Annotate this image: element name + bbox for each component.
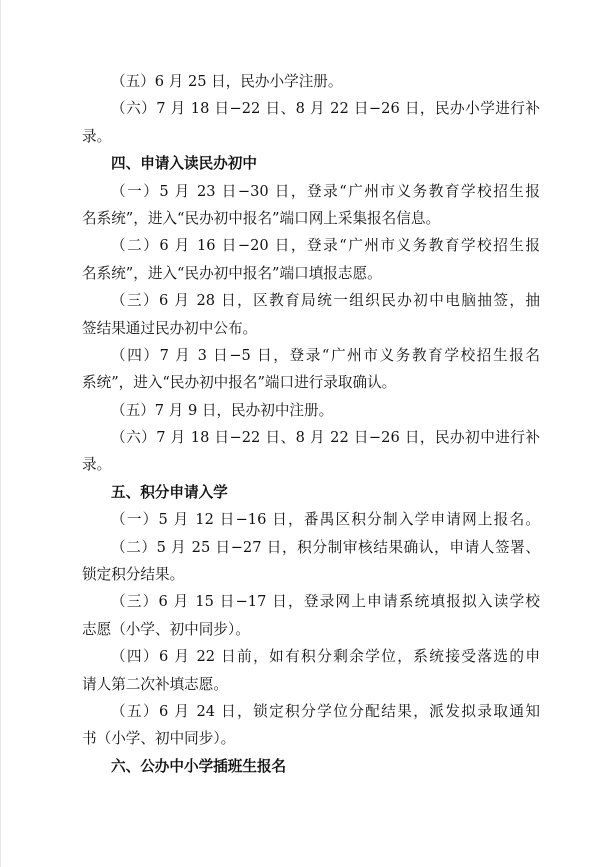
item-line: （六）7 月 18 日−22 日、8 月 22 日−26 日，民办初中进行补 (111, 429, 540, 447)
document-body (82, 68, 540, 780)
item-line: （一）5 月 12 日−16 日，番禺区积分制入学申请网上报名。 (111, 511, 540, 529)
item-line: （四）7 月 3 日−5 日，登录“广州市义务教育学校招生报名 (111, 346, 540, 364)
item-line: （一）5 月 23 日−30 日，登录“广州市义务教育学校招生报 (111, 182, 540, 200)
continuation-line: 录。 (82, 127, 112, 145)
continuation-line: 锁定积分结果。 (82, 566, 185, 584)
continuation-line: 名系统”，进入“民办初中报名”端口填报志愿。 (82, 264, 382, 282)
continuation-line: 签结果通过民办初中公布。 (82, 319, 258, 337)
section-heading: 六、公办中小学插班生报名 (111, 757, 287, 775)
continuation-line: 请人第二次补填志愿。 (82, 675, 228, 693)
item-line: （五）6 月 25 日，民办小学注册。 (111, 73, 343, 90)
continuation-line: 书（小学、初中同步）。 (82, 730, 236, 748)
item-line: （三）6 月 28 日，区教育局统一组织民办初中电脑抽签，抽 (111, 292, 540, 310)
continuation-line: 录。 (82, 456, 112, 474)
item-line: （四）6 月 22 日前，如有积分剩余学位，系统接受落选的申 (111, 648, 540, 666)
continuation-line: 系统”，进入“民办初中报名”端口进行录取确认。 (82, 374, 397, 392)
item-line: （二）6 月 16 日−20 日，登录“广州市义务教育学校招生报 (111, 237, 540, 255)
continuation-line: 名系统”，进入“民办初中报名”端口网上采集报名信息。 (82, 209, 441, 227)
item-line: （二）5 月 25 日−27 日，积分制审核结果确认，申请人签署、 (111, 538, 540, 556)
item-line: （六）7 月 18 日−22 日、8 月 22 日−26 日，民办小学进行补 (111, 100, 540, 118)
item-line: （五）6 月 24 日，锁定积分学位分配结果，派发拟录取通知 (111, 702, 540, 720)
section-heading: 四、申请入读民办初中 (111, 155, 257, 173)
item-line: （三）6 月 15 日−17 日，登录网上申请系统填报拟入读学校 (111, 593, 540, 611)
continuation-line: 志愿（小学、初中同步）。 (82, 620, 250, 638)
section-heading: 五、积分申请入学 (111, 483, 228, 501)
item-line: （五）7 月 9 日，民办初中注册。 (111, 401, 334, 419)
